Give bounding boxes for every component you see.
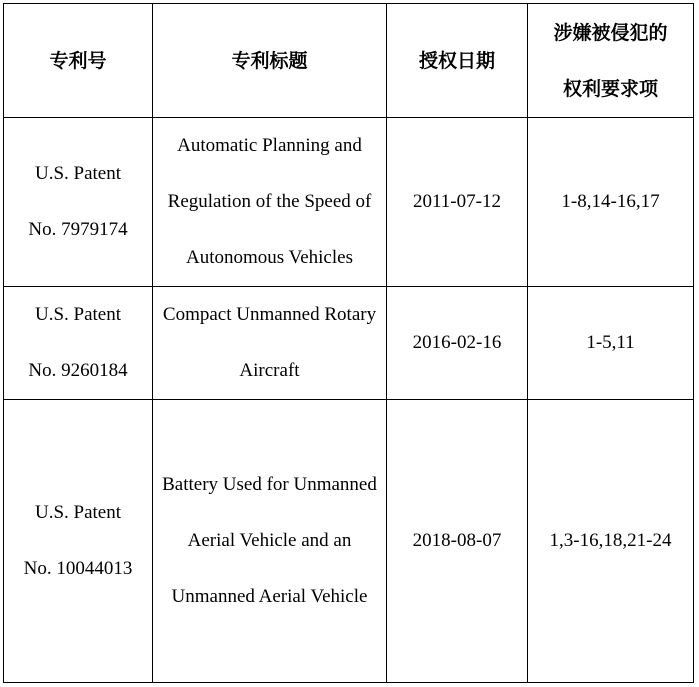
patent-number-line1: U.S. Patent bbox=[34, 304, 122, 325]
patent-number-line2: No. 10044013 bbox=[23, 558, 133, 579]
grant-date: 2018-08-07 bbox=[412, 530, 502, 551]
cell-claims bbox=[528, 400, 694, 683]
patent-title: Battery Used for Unmanned Aerial Vehicle and an Unmanned Aerial Vehicle bbox=[162, 474, 377, 607]
cell-patent-title bbox=[153, 400, 387, 683]
patent-number-line2: No. 7979174 bbox=[28, 219, 128, 240]
header-grant-date-label: 授权日期 bbox=[418, 49, 495, 72]
header-claims-label-line1: 涉嫌被侵犯的 bbox=[553, 21, 668, 44]
cell-grant-date bbox=[387, 400, 528, 683]
header-patent-title bbox=[153, 4, 387, 118]
cell-grant-date bbox=[387, 118, 528, 287]
header-claims bbox=[528, 4, 694, 118]
table-row bbox=[4, 118, 694, 287]
grant-date: 2011-07-12 bbox=[413, 191, 501, 212]
cell-grant-date bbox=[387, 287, 528, 400]
cell-claims bbox=[528, 287, 694, 400]
patent-title: Compact Unmanned Rotary Aircraft bbox=[162, 304, 377, 381]
cell-patent-number bbox=[4, 400, 153, 683]
patent-number-line1: U.S. Patent bbox=[34, 163, 122, 184]
patent-number-line2: No. 9260184 bbox=[28, 360, 128, 381]
cell-patent-title bbox=[153, 287, 387, 400]
grant-date: 2016-02-16 bbox=[412, 332, 502, 353]
header-patent-title-label: 专利标题 bbox=[231, 49, 308, 72]
cell-patent-title bbox=[153, 118, 387, 287]
cell-claims bbox=[528, 118, 694, 287]
claims: 1-8,14-16,17 bbox=[561, 191, 660, 212]
cell-patent-number bbox=[4, 287, 153, 400]
header-grant-date bbox=[387, 4, 528, 118]
patent-title: Automatic Planning and Regulation of the Speed of Autonomous Vehicles bbox=[167, 135, 372, 268]
header-patent-number-label: 专利号 bbox=[49, 49, 107, 72]
claims: 1-5,11 bbox=[586, 332, 635, 353]
table-row bbox=[4, 287, 694, 400]
header-patent-number bbox=[4, 4, 153, 118]
claims: 1,3-16,18,21-24 bbox=[549, 530, 672, 551]
patent-table bbox=[3, 3, 694, 683]
table-row bbox=[4, 400, 694, 683]
table-header-row bbox=[4, 4, 694, 118]
cell-patent-number bbox=[4, 118, 153, 287]
header-claims-label-line2: 权利要求项 bbox=[562, 77, 658, 100]
patent-number-line1: U.S. Patent bbox=[34, 502, 122, 523]
